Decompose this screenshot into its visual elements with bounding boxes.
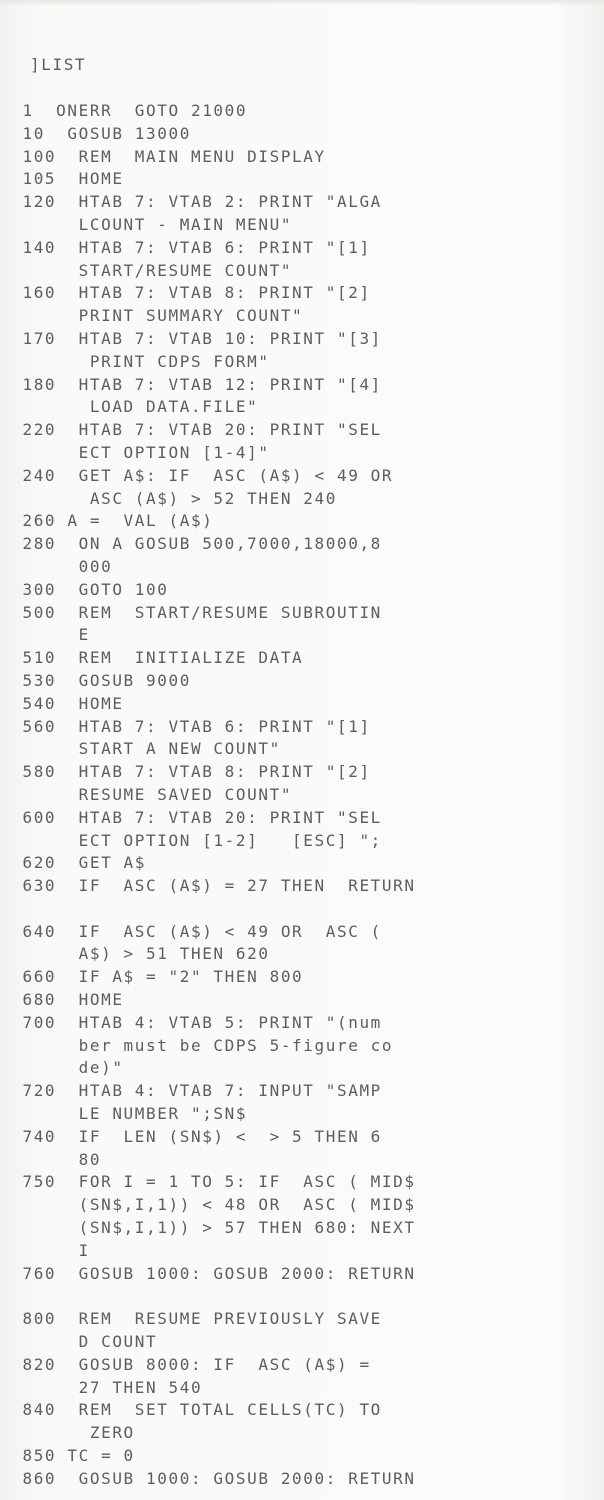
code-line: 600 HTAB 7: VTAB 20: PRINT "SEL: [0, 807, 382, 827]
code-line: 510 REM INITIALIZE DATA: [0, 648, 304, 668]
code-line: 640 IF ASC (A$) < 49 OR ASC (: [0, 921, 382, 941]
code-line: I: [0, 1240, 90, 1260]
code-line: 680 HOME: [0, 990, 124, 1010]
code-line: ZERO: [0, 1423, 135, 1443]
code-line: [0, 1285, 604, 1308]
code-line: 1 ONERR GOTO 21000: [0, 101, 248, 120]
code-line: 750 FOR I = 1 TO 5: IF ASC ( MID$: [0, 1172, 416, 1192]
code-line: 100 REM MAIN MENU DISPLAY: [0, 146, 326, 166]
code-line: 530 GOSUB 9000: [0, 670, 191, 690]
code-line: 820 GOSUB 8000: IF ASC (A$) =: [0, 1354, 371, 1374]
code-line: ECT OPTION [1-4]": [0, 442, 270, 462]
code-line: [0, 898, 604, 921]
code-line: LE NUMBER ";SN$: [0, 1104, 248, 1124]
code-line: 660 IF A$ = "2" THEN 800: [0, 967, 304, 987]
code-line: 160 HTAB 7: VTAB 8: PRINT "[2]: [0, 283, 371, 303]
code-line: 280 ON A GOSUB 500,7000,18000,8: [0, 534, 382, 554]
code-line: 000: [0, 556, 113, 576]
code-line: 300 GOTO 100: [0, 579, 169, 599]
code-line: START/RESUME COUNT": [0, 260, 293, 280]
code-line: ASC (A$) > 52 THEN 240: [0, 488, 337, 508]
code-line: 580 HTAB 7: VTAB 8: PRINT "[2]: [0, 762, 371, 782]
code-line: 860 GOSUB 1000: GOSUB 2000: RETURN: [0, 1468, 416, 1488]
code-line: 240 GET A$: IF ASC (A$) < 49 OR: [0, 465, 394, 485]
code-line: (SN$,I,1)) < 48 OR ASC ( MID$: [0, 1195, 416, 1215]
paper-top-edge: [0, 0, 604, 6]
code-line: de)": [0, 1058, 124, 1078]
code-line: 105 HOME: [0, 169, 124, 189]
code-line: START A NEW COUNT": [0, 739, 281, 759]
code-line: A$) > 51 THEN 620: [0, 944, 270, 964]
code-line: 260 A = VAL (A$): [0, 511, 214, 531]
code-line: 180 HTAB 7: VTAB 12: PRINT "[4]: [0, 374, 382, 394]
code-line: 850 TC = 0: [0, 1446, 135, 1466]
code-line: D COUNT: [0, 1332, 158, 1352]
code-line: 800 REM RESUME PREVIOUSLY SAVE: [0, 1309, 382, 1329]
code-line: 620 GET A$: [0, 853, 147, 873]
code-line: 120 HTAB 7: VTAB 2: PRINT "ALGA: [0, 192, 382, 212]
code-line: 760 GOSUB 1000: GOSUB 2000: RETURN: [0, 1263, 416, 1283]
code-line: 10 GOSUB 13000: [0, 123, 191, 143]
code-line: 700 HTAB 4: VTAB 5: PRINT "(num: [0, 1012, 382, 1032]
code-line: 540 HOME: [0, 693, 124, 713]
code-line: 80: [0, 1149, 102, 1169]
code-line: 740 IF LEN (SN$) < > 5 THEN 6: [0, 1126, 382, 1146]
code-line: PRINT CDPS FORM": [0, 351, 270, 371]
code-line: 720 HTAB 4: VTAB 7: INPUT "SAMP: [0, 1081, 382, 1101]
code-line: 630 IF ASC (A$) = 27 THEN RETURN: [0, 876, 416, 896]
code-line: LOAD DATA.FILE": [0, 397, 259, 417]
program-listing: [0, 100, 604, 1491]
code-line: ECT OPTION [1-2] [ESC] ";: [0, 830, 382, 850]
code-line: E: [0, 625, 90, 645]
code-line: (SN$,I,1)) > 57 THEN 680: NEXT: [0, 1218, 416, 1238]
code-line: PRINT SUMMARY COUNT": [0, 306, 304, 326]
list-command: ]LIST: [30, 55, 87, 74]
code-line: RESUME SAVED COUNT": [0, 784, 293, 804]
code-line: 500 REM START/RESUME SUBROUTIN: [0, 602, 382, 622]
code-line: 140 HTAB 7: VTAB 6: PRINT "[1]: [0, 237, 371, 257]
code-line: 840 REM SET TOTAL CELLS(TC) TO: [0, 1400, 382, 1420]
code-line: 220 HTAB 7: VTAB 20: PRINT "SEL: [0, 420, 382, 440]
code-line: 560 HTAB 7: VTAB 6: PRINT "[1]: [0, 716, 371, 736]
code-line: LCOUNT - MAIN MENU": [0, 214, 293, 234]
code-line: ber must be CDPS 5-figure co: [0, 1035, 394, 1055]
code-line: 27 THEN 540: [0, 1377, 203, 1397]
code-line: 170 HTAB 7: VTAB 10: PRINT "[3]: [0, 328, 382, 348]
